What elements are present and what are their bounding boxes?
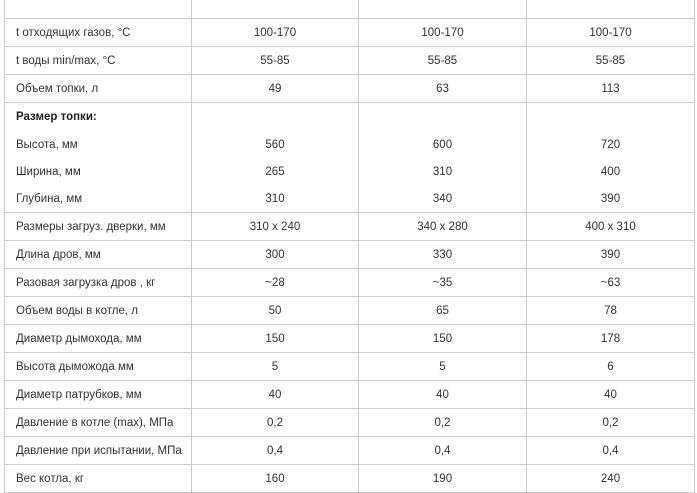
cell-value: 340 — [359, 185, 527, 213]
cell-value: 0,2 — [359, 409, 527, 437]
cell-value: 720 — [527, 131, 695, 158]
table-row — [5, 381, 695, 409]
row-label: Диаметр дымохода, мм — [5, 325, 192, 353]
cell-value: 100-170 — [527, 19, 695, 47]
cell-value: 400 — [527, 158, 695, 185]
cell-value: 78 — [527, 297, 695, 325]
row-label: Разовая загрузка дров , кг — [5, 269, 192, 297]
cell-value — [192, 0, 359, 19]
cell-value: 150 — [359, 325, 527, 353]
cell-value: ~28 — [192, 269, 359, 297]
cell-value: 55-85 — [359, 47, 527, 75]
row-label: Высота дыможода мм — [5, 353, 192, 381]
table-row — [5, 158, 695, 185]
cell-value: 113 — [527, 75, 695, 103]
cell-value — [527, 0, 695, 19]
row-label: Длина дров, мм — [5, 241, 192, 269]
cell-value: 600 — [359, 131, 527, 158]
table-row — [5, 0, 695, 19]
row-label: Высота, мм — [5, 131, 192, 158]
cell-value — [527, 103, 695, 132]
table-row — [5, 19, 695, 47]
cell-value: 5 — [359, 353, 527, 381]
cell-value: 330 — [359, 241, 527, 269]
cell-value: 5 — [192, 353, 359, 381]
cell-value — [359, 0, 527, 19]
cell-value: 49 — [192, 75, 359, 103]
table-row — [5, 213, 695, 241]
table-row — [5, 353, 695, 381]
cell-value: 100-170 — [359, 19, 527, 47]
section-title: Размер топки: — [5, 103, 192, 132]
table-row — [5, 409, 695, 437]
boiler-spec-table — [4, 0, 695, 493]
cell-value: 65 — [359, 297, 527, 325]
row-label: Объем воды в котле, л — [5, 297, 192, 325]
cell-value: 390 — [527, 241, 695, 269]
table-row — [5, 75, 695, 103]
cell-value: 40 — [359, 381, 527, 409]
table-row — [5, 241, 695, 269]
table-row — [5, 47, 695, 75]
section-header-row — [5, 103, 695, 132]
cell-value: 160 — [192, 465, 359, 493]
cell-value: 50 — [192, 297, 359, 325]
cell-value: 6 — [527, 353, 695, 381]
table-row — [5, 465, 695, 493]
cell-value — [192, 103, 359, 132]
cell-value: 63 — [359, 75, 527, 103]
row-label: t воды min/max, °С — [5, 47, 192, 75]
table-row — [5, 185, 695, 213]
table-row — [5, 297, 695, 325]
cell-value — [359, 103, 527, 132]
cell-value: 265 — [192, 158, 359, 185]
cell-value: ~35 — [359, 269, 527, 297]
cell-value: 390 — [527, 185, 695, 213]
cell-value: 190 — [359, 465, 527, 493]
cell-value: 300 — [192, 241, 359, 269]
cell-value: 178 — [527, 325, 695, 353]
row-label: Размеры загруз. дверки, мм — [5, 213, 192, 241]
row-label: Давление при испытании, МПа — [5, 437, 192, 465]
cell-value: 0,4 — [359, 437, 527, 465]
cell-value: 40 — [192, 381, 359, 409]
cell-value: 55-85 — [192, 47, 359, 75]
cell-value: 0,4 — [192, 437, 359, 465]
cell-value: 150 — [192, 325, 359, 353]
cell-value: 100-170 — [192, 19, 359, 47]
row-label: Давление в котле (max), МПа — [5, 409, 192, 437]
cell-value: 40 — [527, 381, 695, 409]
cell-value: 55-85 — [527, 47, 695, 75]
cell-value: 240 — [527, 465, 695, 493]
row-label — [5, 0, 192, 19]
row-label: Глубина, мм — [5, 185, 192, 213]
table-row — [5, 131, 695, 158]
table-row — [5, 269, 695, 297]
cell-value: 0,2 — [192, 409, 359, 437]
cell-value: 310 — [359, 158, 527, 185]
cell-value: 0,2 — [527, 409, 695, 437]
cell-value: 310 — [192, 185, 359, 213]
row-label: t отходящих газов, °С — [5, 19, 192, 47]
cell-value: 0,4 — [527, 437, 695, 465]
cell-value: 400 х 310 — [527, 213, 695, 241]
cell-value: 560 — [192, 131, 359, 158]
row-label: Вес котла, кг — [5, 465, 192, 493]
row-label: Диаметр патрубков, мм — [5, 381, 192, 409]
table-row — [5, 437, 695, 465]
cell-value: 310 х 240 — [192, 213, 359, 241]
row-label: Ширина, мм — [5, 158, 192, 185]
cell-value: 340 х 280 — [359, 213, 527, 241]
cell-value: ~63 — [527, 269, 695, 297]
row-label: Объем топки, л — [5, 75, 192, 103]
table-row — [5, 325, 695, 353]
